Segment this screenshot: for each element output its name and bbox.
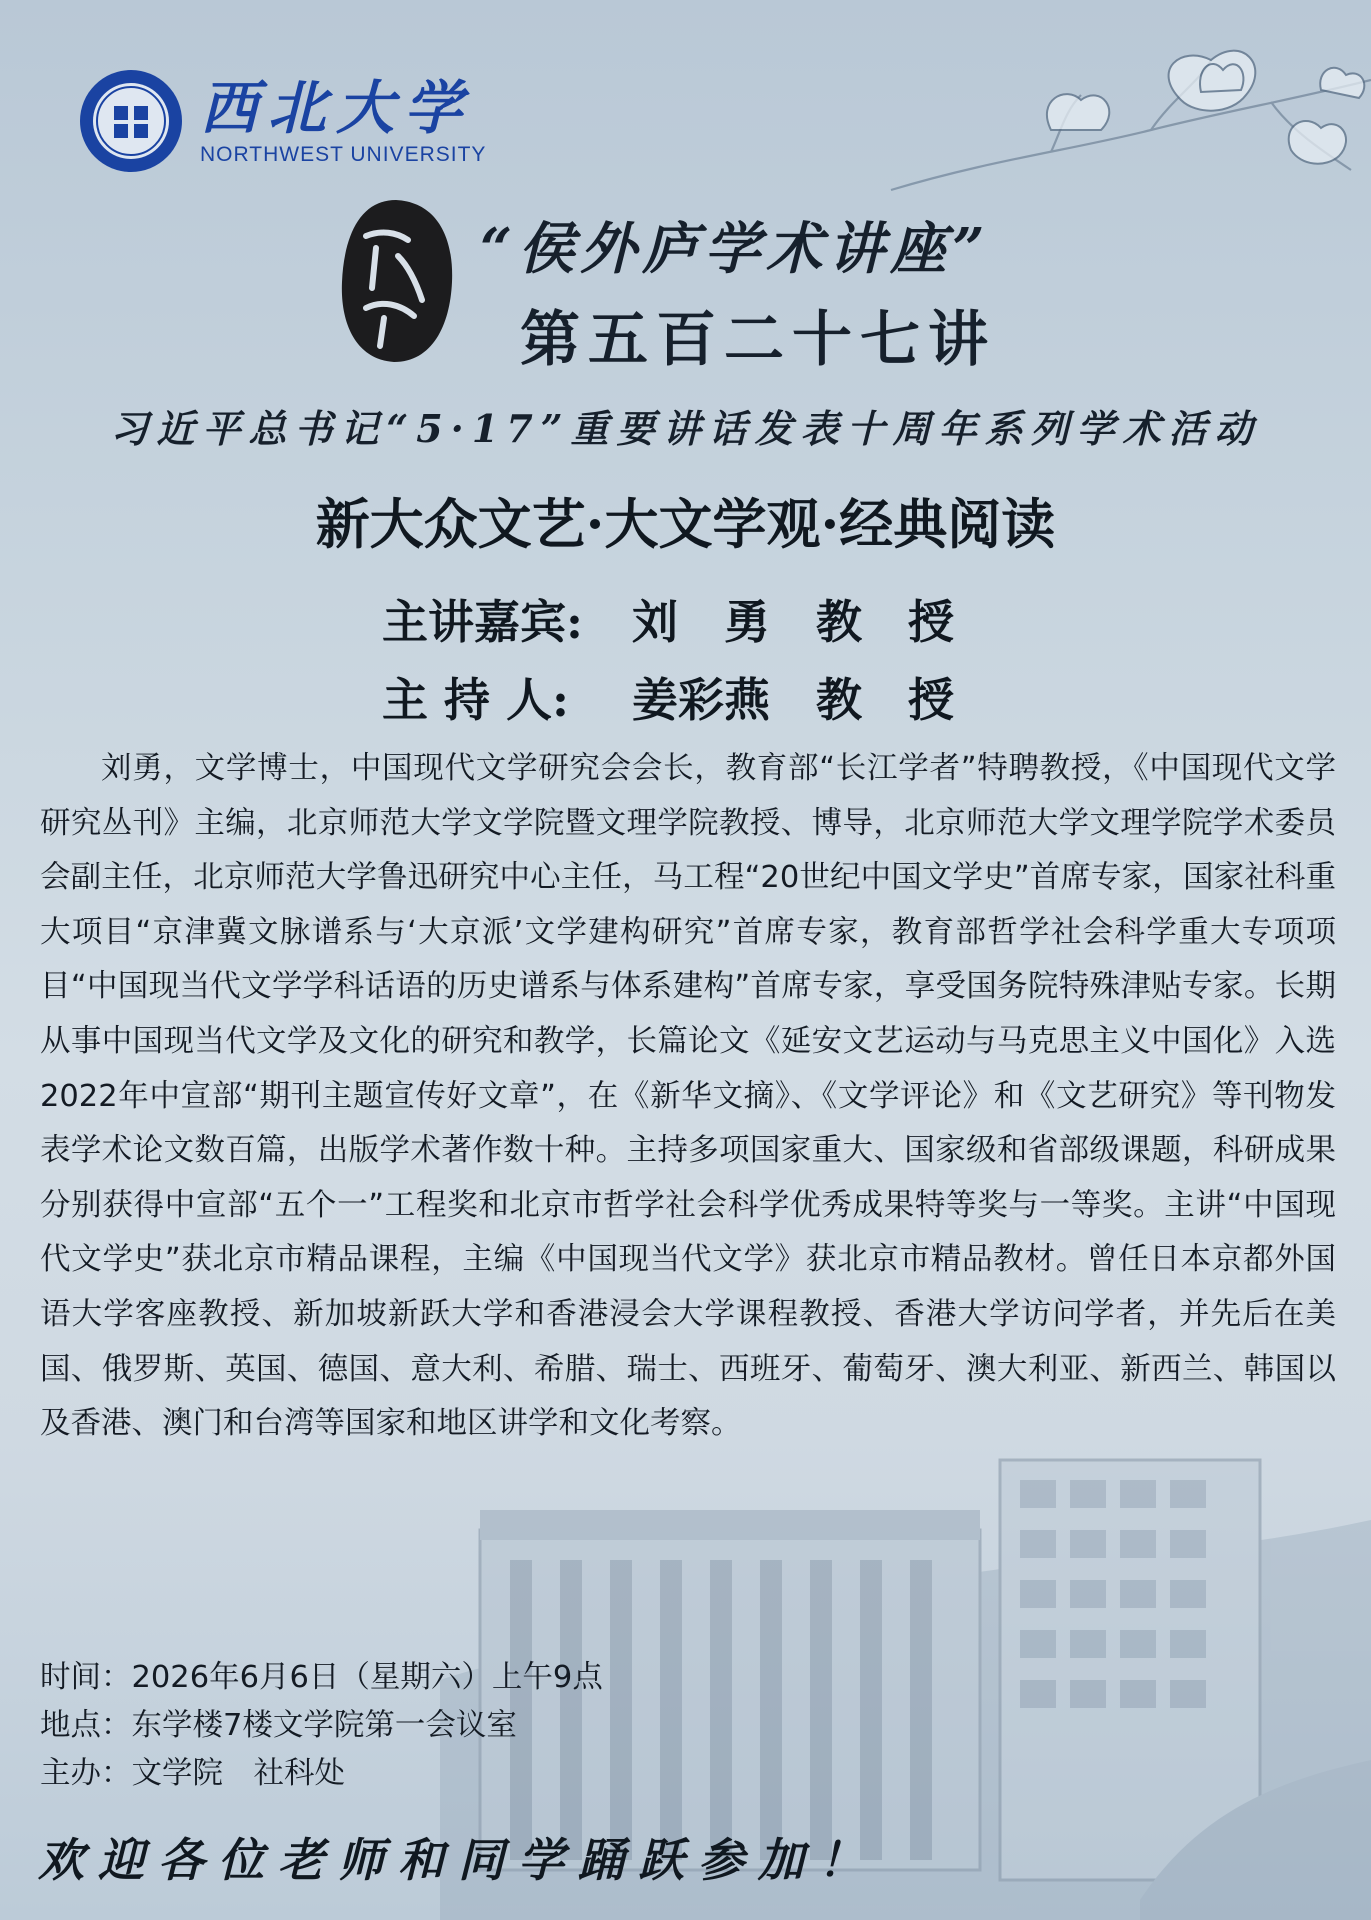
welcome-message: 欢迎各位老师和同学踊跃参加！: [38, 1833, 878, 1887]
university-seal-icon: [78, 68, 184, 174]
magnolia-branch-illustration: [851, 40, 1371, 230]
speaker-label: 主讲嘉宾:: [382, 595, 583, 649]
host-name: 姜彩燕 教 授: [632, 673, 954, 727]
calligraphy-ink-stamp: [336, 196, 456, 366]
event-location: 地点：东学楼7楼文学院第一会议室: [40, 1708, 517, 1743]
host-line: [382, 664, 954, 730]
event-subtitle: 习近平总书记“5·17”重要讲话发表十周年系列学术活动: [110, 406, 1261, 451]
university-name-cn: 西北大学: [200, 74, 473, 142]
university-name-en: NORTHWEST UNIVERSITY: [200, 143, 487, 166]
host-label: 主 持 人:: [382, 673, 570, 727]
speaker-biography: 刘勇，文学博士，中国现代文学研究会会长，教育部“长江学者”特聘教授，《中国现代文学研究丛刊》主编，北京师范大学文学院暨文理学院教授、博导，北京师范大学文理学院学术委员会副主任，北京师范大学鲁迅研究中心主任，马工程“20世纪中国文学史”首席专家，国家社科重大项目“京津冀文脉谱系与‘大京派’文学建构研究”首席专家，教育部哲学社会科学重大专项项目“中国现当代文学学科话语的历史谱系与体系建构”首席专家，享受国务院特殊津贴专家。长期从事中国现当代文学及文化的研究和教学，长篇论文《延安文艺运动与马克思主义中国化》入选2022年中宣部“期刊主题宣传好文章”，在《新华文摘》、《文学评论》和《文艺研究》等刊物发表学术论文数百篇，出版学术著作数十种。主持多项国家重大、国家级和省部级课题，科研成果分别获得中宣部“五个一”工程奖和北京市哲学社会科学优秀成果特等奖与一等奖。主讲“中国现代文学史”获北京市精品课程，主编《中国现当代文学》获北京市精品教材。曾任日本京都外国语大学客座教授、新加坡新跃大学和香港浸会大学课程教授、香港大学访问学者，并先后在美国、俄罗斯、英国、德国、意大利、希腊、瑞士、西班牙、葡萄牙、澳大利亚、新西兰、韩国以及香港、澳门和台湾等国家和地区讲学和文化考察。: [40, 751, 1336, 1442]
university-logo: [78, 68, 486, 174]
speaker-line: [382, 586, 954, 652]
lecture-series-title: “侯外庐学术讲座”: [480, 216, 991, 282]
event-time: 时间：2026年6月6日（星期六）上午9点: [40, 1660, 603, 1695]
speaker-name: 刘 勇 教 授: [632, 595, 954, 649]
event-organizer: 主办：文学院 社科处: [40, 1756, 345, 1791]
lecture-main-title: 新大众文艺·大文学观·经典阅读: [315, 492, 1056, 556]
lecture-number: 第五百二十七讲: [520, 305, 996, 375]
